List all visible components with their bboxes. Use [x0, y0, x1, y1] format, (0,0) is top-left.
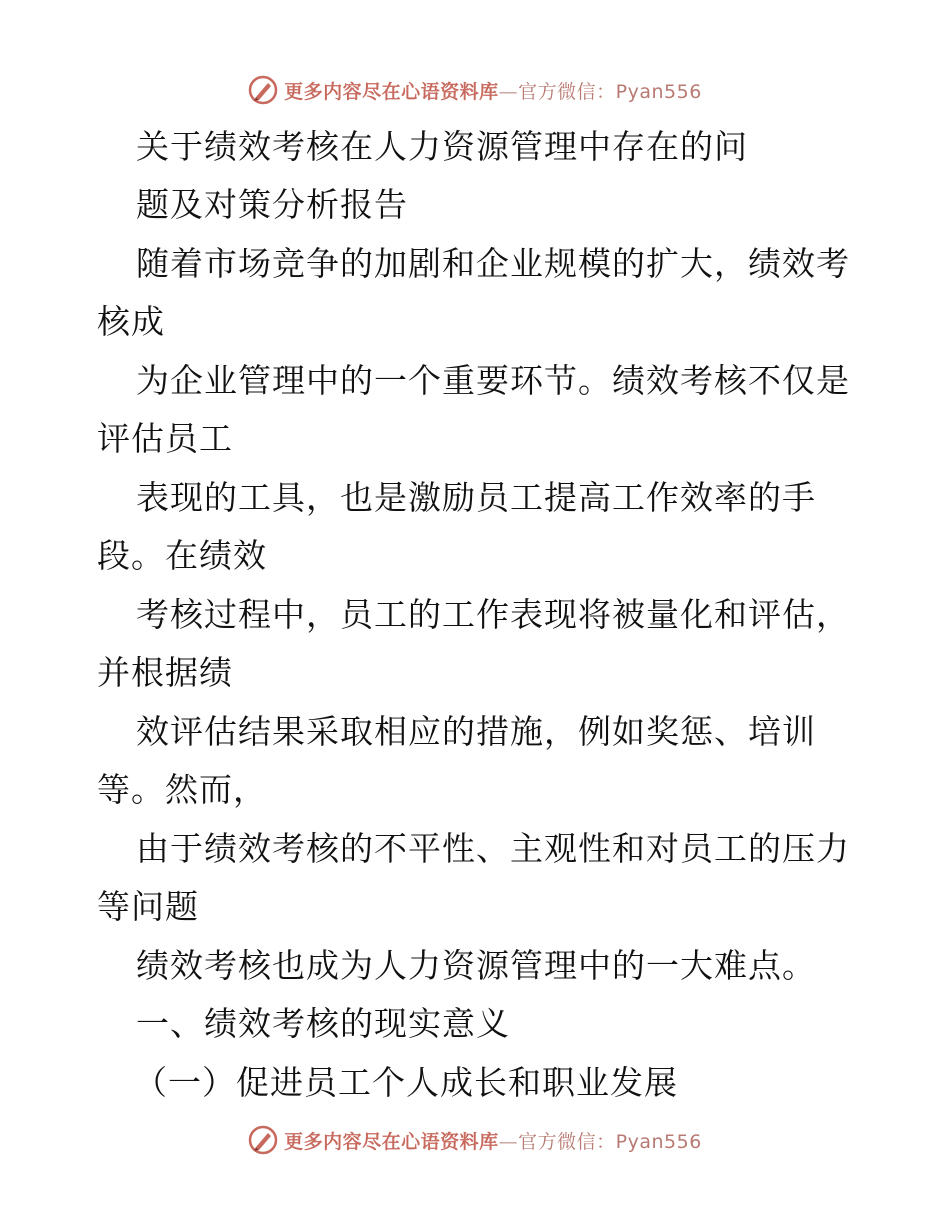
subsection-heading: （一）促进员工个人成长和职业发展 — [134, 1063, 678, 1102]
paragraph-line: 评估员工 — [97, 419, 233, 458]
banner-main-text: 更多内容尽在心语资料库 — [284, 1130, 499, 1153]
banner-wechat-text: 官方微信：Pyan556 — [518, 80, 702, 103]
paragraph-line: 表现的工具，也是激励员工提高工作效率的手 — [136, 478, 816, 517]
title-line-1: 关于绩效考核在人力资源管理中存在的问 — [136, 127, 748, 166]
pen-logo-icon — [248, 1125, 278, 1155]
paragraph-line: 等。然而， — [97, 770, 267, 809]
paragraph-line: 为企业管理中的一个重要环节。绩效考核不仅是 — [136, 361, 850, 400]
paragraph-line: 效评估结果采取相应的措施，例如奖惩、培训 — [136, 712, 816, 751]
banner-wechat-text: 官方微信：Pyan556 — [518, 1130, 702, 1153]
paragraph-line: 绩效考核也成为人力资源管理中的一大难点。 — [136, 946, 816, 985]
banner-main-text: 更多内容尽在心语资料库 — [284, 80, 499, 103]
banner-dash: — — [498, 1130, 519, 1153]
paragraph-line: 由于绩效考核的不平性、主观性和对员工的压力 — [136, 829, 850, 868]
banner-text — [284, 1127, 702, 1154]
footer-banner — [0, 1120, 950, 1160]
section-heading: 一、绩效考核的现实意义 — [136, 1004, 510, 1043]
paragraph-line: 并根据绩 — [97, 653, 233, 692]
paragraph-line: 随着市场竞争的加剧和企业规模的扩大，绩效考 — [136, 244, 850, 283]
paragraph-line: 考核过程中，员工的工作表现将被量化和评估， — [136, 595, 850, 634]
banner-dash: — — [498, 80, 519, 103]
paragraph-line: 段。在绩效 — [97, 536, 267, 575]
paragraph-line: 核成 — [97, 302, 165, 341]
paragraph-line: 等问题 — [97, 887, 199, 926]
title-line-2: 题及对策分析报告 — [136, 185, 408, 224]
